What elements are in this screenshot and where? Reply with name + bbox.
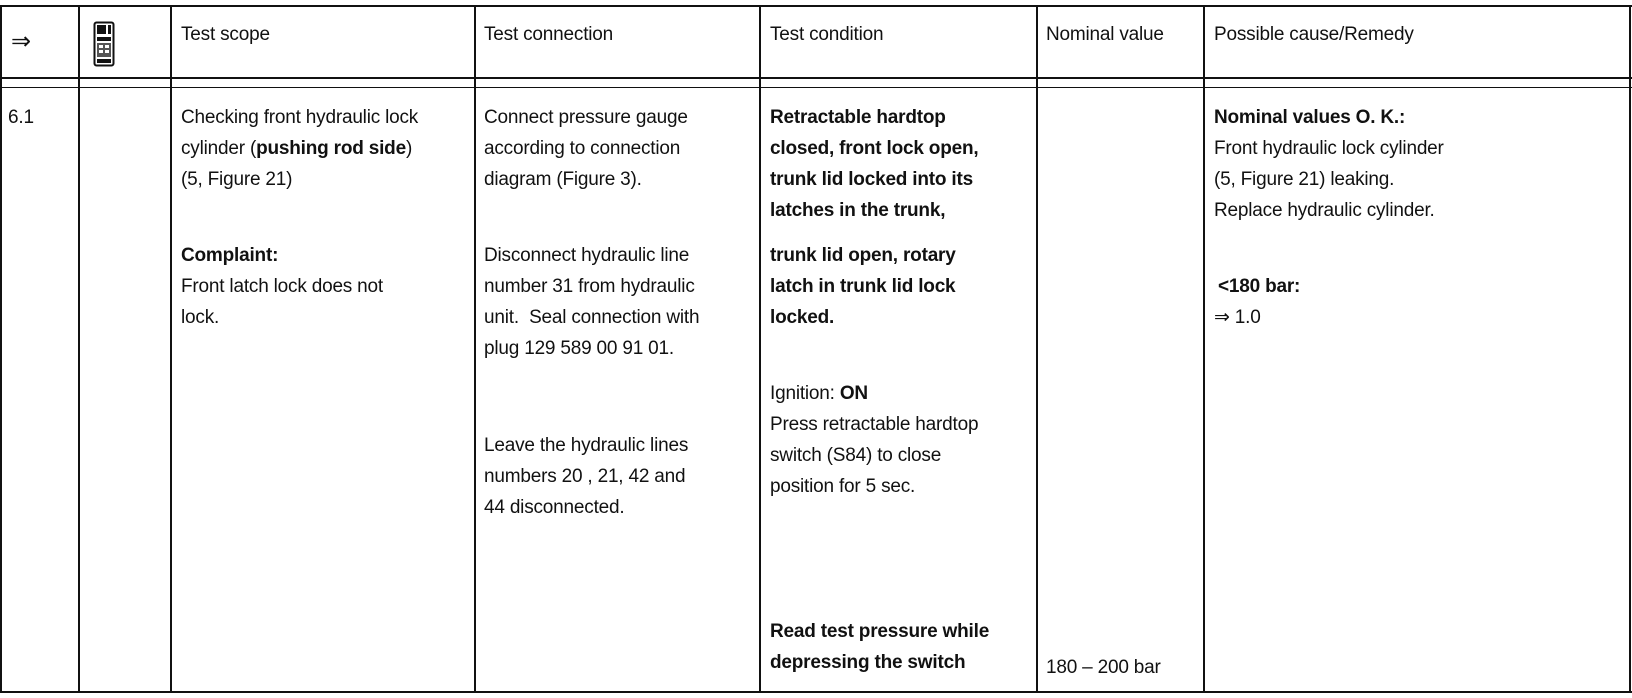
col-border-7 bbox=[1629, 5, 1631, 693]
condition-bold-line-7: locked. bbox=[770, 307, 835, 328]
remedy-ok-line-3: Replace hydraulic cylinder. bbox=[1214, 200, 1435, 221]
connection-p3-line-3: 44 disconnected. bbox=[484, 497, 625, 518]
header-possible-cause: Possible cause/Remedy bbox=[1214, 24, 1414, 45]
remedy-ok-line-1: Front hydraulic lock cylinder bbox=[1214, 138, 1444, 159]
scope-line-1: Checking front hydraulic lock bbox=[181, 107, 419, 128]
connection-p2-line-2: number 31 from hydraulic bbox=[484, 276, 695, 297]
col-border-0 bbox=[0, 5, 2, 693]
table-top-border bbox=[0, 5, 1632, 7]
connection-p1-line-1: Connect pressure gauge bbox=[484, 107, 688, 128]
remedy-ok-line-2: (5, Figure 21) leaking. bbox=[1214, 169, 1395, 190]
press-line-2: switch (S84) to close bbox=[770, 445, 942, 466]
col-border-2 bbox=[170, 5, 172, 693]
header-bottom-border bbox=[0, 77, 1632, 79]
connection-p2-line-3: unit. Seal connection with bbox=[484, 307, 700, 328]
connection-p1-line-2: according to connection bbox=[484, 138, 681, 159]
remedy-low-action: ⇒ 1.0 bbox=[1214, 307, 1261, 328]
read-line-1: Read test pressure while bbox=[770, 621, 990, 642]
connection-p1-line-3: diagram (Figure 3). bbox=[484, 169, 642, 190]
connection-p3-line-1: Leave the hydraulic lines bbox=[484, 435, 689, 456]
arrow-column-header: ⇒ bbox=[11, 28, 31, 55]
condition-bold-line-6: latch in trunk lid lock bbox=[770, 276, 956, 297]
connection-p2-line-4: plug 129 589 00 91 01. bbox=[484, 338, 674, 359]
condition-bold-line-1: Retractable hardtop bbox=[770, 107, 946, 128]
row-divider bbox=[0, 87, 1632, 88]
complaint-label: Complaint: bbox=[181, 245, 279, 266]
scope-line-2-plain: cylinder ( bbox=[181, 138, 257, 159]
press-line-1: Press retractable hardtop bbox=[770, 414, 979, 435]
header-nominal-value: Nominal value bbox=[1046, 24, 1164, 45]
ignition-label: Ignition: bbox=[770, 383, 840, 404]
connection-p2-line-1: Disconnect hydraulic line bbox=[484, 245, 690, 266]
remedy-ok-label: Nominal values O. K.: bbox=[1214, 107, 1406, 128]
table-bottom-border bbox=[0, 691, 1632, 693]
col-border-5 bbox=[1036, 5, 1038, 693]
ignition-line bbox=[770, 378, 868, 409]
tester-device-icon bbox=[93, 21, 115, 67]
connection-p3-line-2: numbers 20 , 21, 42 and bbox=[484, 466, 686, 487]
scope-line-2-end: ) bbox=[405, 138, 413, 159]
scope-line-3: (5, Figure 21) bbox=[181, 169, 293, 190]
complaint-line-1: Front latch lock does not bbox=[181, 276, 383, 297]
col-border-1 bbox=[78, 5, 80, 693]
scope-line-2 bbox=[181, 133, 412, 164]
press-line-3: position for 5 sec. bbox=[770, 476, 916, 497]
col-border-4 bbox=[759, 5, 761, 693]
condition-bold-line-4: latches in the trunk, bbox=[770, 200, 946, 221]
scope-line-2-bold: pushing rod side bbox=[256, 138, 406, 159]
condition-bold-line-5: trunk lid open, rotary bbox=[770, 245, 956, 266]
read-line-2: depressing the switch bbox=[770, 652, 966, 673]
col-border-3 bbox=[474, 5, 476, 693]
remedy-low-label: <180 bar: bbox=[1218, 276, 1301, 297]
col-border-6 bbox=[1203, 5, 1205, 693]
complaint-line-2: lock. bbox=[181, 307, 220, 328]
step-number: 6.1 bbox=[8, 107, 34, 128]
nominal-value: 180 – 200 bar bbox=[1046, 657, 1161, 678]
header-test-condition: Test condition bbox=[770, 24, 884, 45]
header-test-connection: Test connection bbox=[484, 24, 614, 45]
condition-bold-line-3: trunk lid locked into its bbox=[770, 169, 973, 190]
condition-bold-line-2: closed, front lock open, bbox=[770, 138, 979, 159]
ignition-value: ON bbox=[839, 383, 868, 404]
header-test-scope: Test scope bbox=[181, 24, 270, 45]
